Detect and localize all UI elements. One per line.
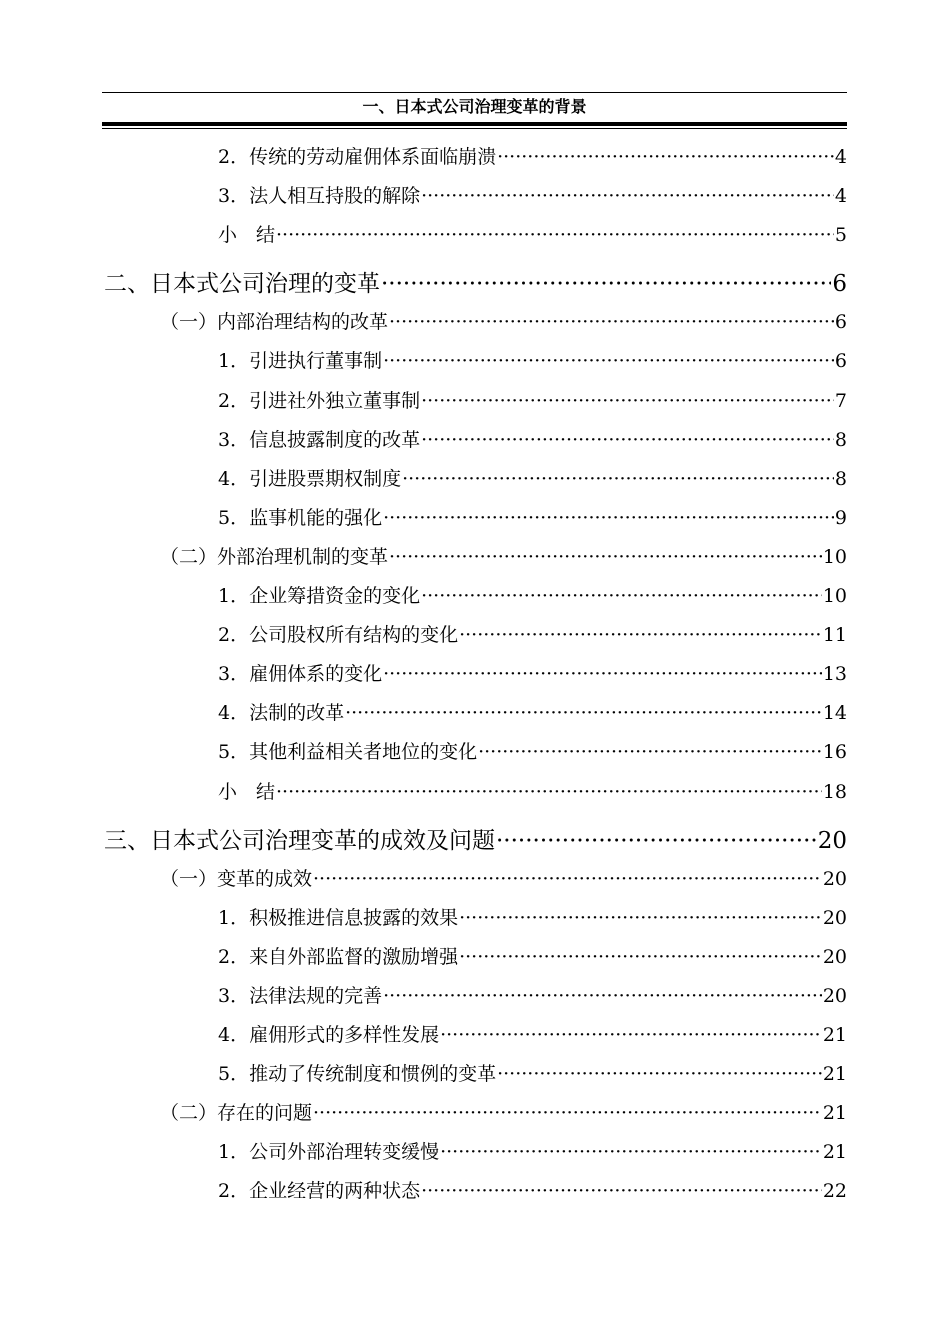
toc-entry-title: 小 结	[218, 224, 276, 247]
toc-page-number: 22	[822, 1180, 847, 1203]
toc-page-number: 8	[834, 467, 847, 490]
toc-page-number: 18	[822, 780, 847, 803]
toc-entry-title: 2．企业经营的两种状态	[218, 1180, 421, 1203]
toc-dot-leader	[421, 386, 834, 416]
toc-entry-subsection[interactable]	[218, 620, 847, 650]
toc-page-number: 6	[834, 311, 847, 334]
toc-dot-leader	[497, 1059, 822, 1089]
toc-entry-subsection[interactable]	[218, 698, 847, 728]
toc-entry-title: （二）存在的问题	[160, 1102, 313, 1125]
toc-page-number: 20	[822, 906, 847, 929]
header-rule-top	[102, 92, 847, 93]
toc-entry-title: 4．雇佣形式的多样性发展	[218, 1024, 440, 1046]
toc-entry-chapter[interactable]	[104, 824, 847, 858]
toc-page-number: 7	[834, 389, 847, 412]
toc-page-number: 16	[822, 741, 847, 764]
toc-page-number: 10	[822, 545, 847, 568]
toc-page-number: 20	[822, 984, 847, 1007]
toc-entry-title: 3．信息披露制度的改革	[218, 428, 421, 451]
toc-entry-title: （一）变革的成效	[160, 867, 313, 890]
toc-dot-leader	[313, 1098, 822, 1128]
toc-page-number: 5	[834, 224, 847, 247]
toc-entry-title: 2．来自外部监督的激励增强	[218, 945, 459, 968]
toc-entry-subsection[interactable]	[218, 903, 847, 933]
header-title: 一、日本式公司治理变革的背景	[362, 97, 587, 116]
toc-dot-leader	[496, 824, 817, 858]
toc-page-number: 20	[822, 945, 847, 968]
toc-entry-title: 1．引进执行董事制	[218, 350, 383, 373]
toc-dot-leader	[345, 698, 822, 728]
toc-page-number: 21	[822, 1102, 847, 1125]
toc-entry-title: 3．法人相互持股的解除	[218, 185, 421, 208]
toc-entry-subsection[interactable]	[218, 942, 847, 972]
toc-entry-subsection[interactable]	[218, 220, 847, 250]
toc-entry-title: 2．公司股权所有结构的变化	[218, 624, 459, 647]
toc-dot-leader	[459, 620, 822, 650]
toc-entry-subsection[interactable]	[218, 1059, 847, 1089]
toc-entry-title: 4．法制的改革	[218, 702, 345, 725]
toc-dot-leader	[313, 864, 822, 894]
toc-dot-leader	[276, 220, 834, 250]
header-rule-thick	[102, 122, 847, 126]
toc-entry-subsection[interactable]	[218, 142, 847, 172]
toc-dot-leader	[276, 777, 822, 807]
toc-page-number: 9	[834, 506, 847, 529]
toc-page-number: 8	[834, 428, 847, 451]
toc-page-number: 4	[834, 185, 847, 208]
toc-dot-leader	[421, 181, 834, 211]
toc-entry-subsection[interactable]	[218, 346, 847, 376]
toc-dot-leader	[383, 981, 822, 1011]
toc-entry-subsection[interactable]	[218, 503, 847, 533]
toc-page-number: 14	[822, 702, 847, 725]
toc-dot-leader	[421, 425, 834, 455]
toc-entry-title: 5．监事机能的强化	[218, 506, 383, 529]
toc-entry-subsection[interactable]	[218, 581, 847, 611]
toc-dot-leader	[459, 942, 822, 972]
toc-dot-leader	[421, 581, 822, 611]
toc-entry-title: 二、日本式公司治理的变革	[104, 271, 380, 298]
toc-page-number: 6	[832, 271, 847, 298]
toc-entry-subsection[interactable]	[218, 425, 847, 455]
toc-page-number: 11	[822, 624, 847, 647]
toc-entry-title: 2．引进社外独立董事制	[218, 389, 421, 412]
toc-dot-leader	[478, 737, 822, 767]
toc-dot-leader	[402, 464, 834, 494]
toc-dot-leader	[440, 1137, 822, 1167]
toc-dot-leader	[440, 1020, 822, 1050]
toc-dot-leader	[421, 1176, 822, 1206]
toc-dot-leader	[459, 903, 822, 933]
toc-dot-leader	[383, 659, 822, 689]
toc-page-number: 10	[822, 585, 847, 607]
toc-page-number: 4	[834, 146, 847, 168]
toc-entry-title: 小 结	[218, 780, 276, 803]
toc-entry-title: 三、日本式公司治理变革的成效及问题	[104, 827, 495, 854]
toc-entry-title: 1．公司外部治理转变缓慢	[218, 1141, 440, 1164]
toc-entry-title: 2．传统的劳动雇佣体系面临崩溃	[218, 146, 497, 168]
toc-page-number: 20	[817, 827, 847, 854]
toc-page-number: 6	[834, 350, 847, 373]
toc-entry-title: 3．雇佣体系的变化	[218, 663, 383, 686]
toc-entry-subsection[interactable]	[218, 181, 847, 211]
toc-entry-section[interactable]	[160, 1098, 847, 1128]
toc-entry-subsection[interactable]	[218, 981, 847, 1011]
toc-page-number: 13	[822, 663, 847, 686]
toc-entry-subsection[interactable]	[218, 737, 847, 767]
toc-entry-title: 4．引进股票期权制度	[218, 467, 402, 490]
toc-dot-leader	[389, 307, 834, 337]
running-header	[102, 92, 847, 130]
toc-page-number: 20	[822, 867, 847, 890]
toc-dot-leader	[497, 142, 834, 172]
toc-page-number: 21	[822, 1024, 847, 1046]
toc-dot-leader	[383, 346, 834, 376]
toc-entry-title: （一）内部治理结构的改革	[160, 311, 389, 334]
toc-dot-leader	[381, 267, 831, 301]
toc-entry-title: 1．企业筹措资金的变化	[218, 585, 421, 607]
toc-entry-section[interactable]	[160, 864, 847, 894]
toc-entry-section[interactable]	[160, 307, 847, 337]
toc-entry-subsection[interactable]	[218, 1020, 847, 1050]
toc-entry-subsection[interactable]	[218, 1137, 847, 1167]
toc-page-number: 21	[822, 1063, 847, 1086]
header-rule-thin	[102, 128, 847, 129]
toc-entry-subsection[interactable]	[218, 659, 847, 689]
toc-entry-chapter[interactable]	[104, 267, 847, 301]
toc-entry-title: 5．其他利益相关者地位的变化	[218, 741, 478, 764]
toc-entry-subsection[interactable]	[218, 464, 847, 494]
toc-entry-section[interactable]	[160, 542, 847, 572]
toc-entry-title: 5．推动了传统制度和惯例的变革	[218, 1063, 497, 1086]
toc-dot-leader	[389, 542, 822, 572]
toc-entry-title: 1．积极推进信息披露的效果	[218, 906, 459, 929]
toc-entry-subsection[interactable]	[218, 777, 847, 807]
toc-dot-leader	[383, 503, 834, 533]
toc-entry-subsection[interactable]	[218, 1176, 847, 1206]
toc-entry-title: （二）外部治理机制的变革	[160, 545, 389, 568]
toc-page-number: 21	[822, 1141, 847, 1164]
toc-entry-subsection[interactable]	[218, 386, 847, 416]
toc-entry-title: 3．法律法规的完善	[218, 984, 383, 1007]
